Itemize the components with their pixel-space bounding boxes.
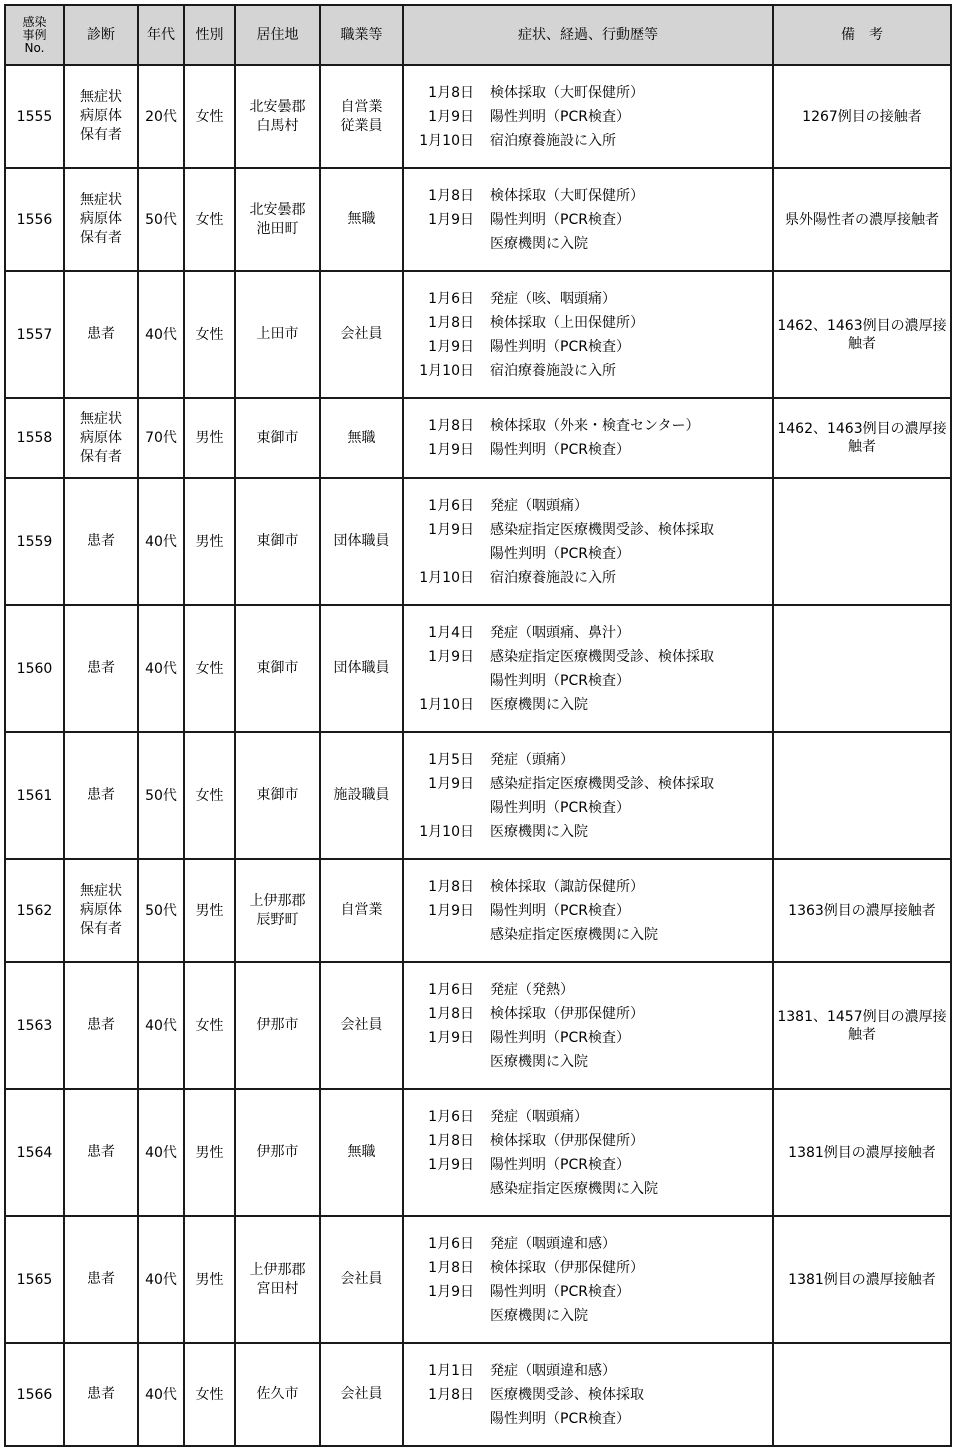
- residence-cell: [235, 65, 320, 168]
- table-row: [5, 168, 951, 271]
- event-text: 発症（咽頭痛、鼻汁）: [490, 624, 630, 641]
- case-no-cell: 1563: [5, 962, 64, 1089]
- diagnosis-cell: [64, 478, 138, 605]
- header-case-no: 感染 事例 No.: [5, 5, 64, 65]
- diagnosis-line: 保有者: [80, 230, 122, 246]
- diagnosis-cell: [64, 65, 138, 168]
- event-line: [404, 772, 772, 796]
- event-text: 検体採取（伊那保健所）: [490, 1005, 644, 1022]
- event-date: 1月9日: [428, 338, 474, 355]
- age-cell: 40代: [138, 478, 184, 605]
- event-text: 陽性判明（PCR検査）: [490, 108, 630, 125]
- diagnosis-line: 病原体: [80, 429, 122, 446]
- sex-cell: 女性: [184, 962, 235, 1089]
- header-row: [5, 5, 951, 65]
- diagnosis-line: 患者: [87, 1386, 115, 1402]
- event-date: 1月6日: [428, 290, 474, 307]
- occupation-line: 施設職員: [333, 787, 390, 803]
- event-date: 1月5日: [428, 751, 474, 768]
- remarks-cell: 1381、1457例目の濃厚接触者: [773, 962, 951, 1089]
- age-cell: 20代: [138, 65, 184, 168]
- event-line: [404, 566, 772, 590]
- sex-cell: 女性: [184, 168, 235, 271]
- event-text: 感染症指定医療機関受診、検体採取: [490, 521, 714, 538]
- event-text: 検体採取（大町保健所）: [490, 84, 644, 101]
- symptoms-cell: [403, 65, 773, 168]
- symptoms-cell: [403, 1089, 773, 1216]
- age-cell: 50代: [138, 732, 184, 859]
- symptoms-cell: [403, 859, 773, 962]
- occupation-line: 無職: [347, 211, 376, 227]
- event-line: [404, 1177, 772, 1201]
- remarks-cell: 1381例目の濃厚接触者: [773, 1089, 951, 1216]
- sex-cell: 男性: [184, 398, 235, 478]
- event-date: 1月8日: [428, 1005, 474, 1022]
- event-text: 検体採取（伊那保健所）: [490, 1132, 644, 1149]
- event-text: 検体採取（伊那保健所）: [490, 1259, 644, 1276]
- event-line: [404, 978, 772, 1002]
- event-text: 医療機関に入院: [490, 696, 588, 713]
- remarks-cell: 1462、1463例目の濃厚接触者: [773, 398, 951, 478]
- remarks-cell: 1267例目の接触者: [773, 65, 951, 168]
- case-no-cell: 1557: [5, 271, 64, 398]
- event-text: 医療機関受診、検体採取: [490, 1386, 644, 1403]
- case-no-cell: 1561: [5, 732, 64, 859]
- remarks-cell: 県外陽性者の濃厚接触者: [773, 168, 951, 271]
- symptoms-cell: [403, 732, 773, 859]
- event-date: 1月8日: [428, 1132, 474, 1149]
- table-row: [5, 962, 951, 1089]
- case-no-cell: 1556: [5, 168, 64, 271]
- occupation-cell: [320, 962, 403, 1089]
- header-residence: 居住地: [235, 5, 320, 65]
- event-line: [404, 875, 772, 899]
- event-date: 1月6日: [428, 1235, 474, 1252]
- event-text: 医療機関に入院: [490, 1053, 588, 1070]
- event-date: 1月8日: [428, 1386, 474, 1403]
- event-line: [404, 1002, 772, 1026]
- event-text: 発症（咽頭痛）: [490, 1108, 588, 1125]
- symptoms-cell: [403, 271, 773, 398]
- event-text: 陽性判明（PCR検査）: [490, 1156, 630, 1173]
- symptoms-cell: [403, 1343, 773, 1446]
- remarks-cell: [773, 478, 951, 605]
- event-text: 宿泊療養施設に入所: [490, 132, 616, 149]
- diagnosis-cell: [64, 859, 138, 962]
- occupation-line: 会社員: [340, 1386, 383, 1402]
- event-line: [404, 748, 772, 772]
- residence-cell: [235, 962, 320, 1089]
- age-cell: 40代: [138, 1216, 184, 1343]
- residence-line: 池田町: [256, 220, 299, 237]
- diagnosis-line: 無症状: [80, 883, 122, 899]
- residence-cell: [235, 168, 320, 271]
- event-text: 発症（発熱）: [490, 981, 574, 998]
- residence-cell: [235, 398, 320, 478]
- symptoms-cell: [403, 1216, 773, 1343]
- event-text: 陽性判明（PCR検査）: [490, 672, 630, 689]
- event-text: 発症（頭痛）: [490, 751, 574, 768]
- case-no-cell: 1566: [5, 1343, 64, 1446]
- residence-cell: [235, 732, 320, 859]
- diagnosis-cell: [64, 271, 138, 398]
- occupation-line: 会社員: [340, 1017, 383, 1033]
- table-row: [5, 1216, 951, 1343]
- remarks-cell: 1462、1463例目の濃厚接触者: [773, 271, 951, 398]
- event-text: 検体採取（上田保健所）: [490, 314, 644, 331]
- diagnosis-line: 患者: [87, 533, 115, 549]
- event-text: 感染症指定医療機関受診、検体採取: [490, 648, 714, 665]
- event-text: 検体採取（諏訪保健所）: [490, 878, 644, 895]
- event-line: [404, 669, 772, 693]
- age-cell: 70代: [138, 398, 184, 478]
- age-cell: 40代: [138, 1343, 184, 1446]
- event-line: [404, 1304, 772, 1328]
- diagnosis-line: 保有者: [80, 921, 122, 937]
- diagnosis-line: 患者: [87, 787, 115, 803]
- event-date: 1月8日: [428, 418, 474, 434]
- event-line: [404, 1105, 772, 1129]
- event-text: 発症（咽頭違和感）: [490, 1362, 616, 1379]
- event-line: [404, 621, 772, 645]
- event-text: 陽性判明（PCR検査）: [490, 338, 630, 355]
- event-date: 1月9日: [428, 1283, 474, 1300]
- table-row: [5, 605, 951, 732]
- occupation-cell: [320, 398, 403, 478]
- occupation-line: 無職: [347, 1144, 376, 1160]
- event-text: 感染症指定医療機関に入院: [490, 1180, 658, 1197]
- event-date: 1月9日: [428, 211, 474, 228]
- residence-line: 北安曇郡: [249, 98, 306, 115]
- sex-cell: 女性: [184, 271, 235, 398]
- header-age: 年代: [138, 5, 184, 65]
- event-date: 1月10日: [419, 696, 474, 713]
- residence-line: 上伊那郡: [249, 892, 306, 909]
- age-cell: 40代: [138, 605, 184, 732]
- event-line: [404, 518, 772, 542]
- age-cell: 40代: [138, 271, 184, 398]
- event-text: 医療機関に入院: [490, 235, 588, 252]
- diagnosis-line: 病原体: [80, 902, 122, 918]
- residence-cell: [235, 1089, 320, 1216]
- event-date: 1月9日: [428, 442, 474, 458]
- remarks-cell: [773, 1343, 951, 1446]
- event-line: [404, 129, 772, 153]
- event-date: 1月8日: [428, 314, 474, 331]
- diagnosis-cell: [64, 732, 138, 859]
- diagnosis-line: 保有者: [80, 448, 122, 465]
- residence-line: 東御市: [256, 660, 299, 676]
- event-line: [404, 494, 772, 518]
- diagnosis-cell: [64, 168, 138, 271]
- case-no-cell: 1564: [5, 1089, 64, 1216]
- event-line: [404, 287, 772, 311]
- event-line: [404, 438, 772, 462]
- diagnosis-cell: [64, 605, 138, 732]
- residence-line: 白馬村: [256, 117, 299, 134]
- residence-line: 東御市: [256, 429, 299, 446]
- age-cell: 40代: [138, 962, 184, 1089]
- diagnosis-line: 病原体: [80, 211, 122, 227]
- remarks-cell: [773, 605, 951, 732]
- event-text: 陽性判明（PCR検査）: [490, 902, 630, 919]
- event-line: [404, 693, 772, 717]
- diagnosis-line: 無症状: [80, 89, 122, 105]
- event-line: [404, 1256, 772, 1280]
- event-line: [404, 1129, 772, 1153]
- table-row: [5, 478, 951, 605]
- event-text: 感染症指定医療機関に入院: [490, 926, 658, 943]
- occupation-cell: [320, 65, 403, 168]
- event-date: 1月10日: [419, 569, 474, 586]
- event-text: 宿泊療養施設に入所: [490, 569, 616, 586]
- diagnosis-cell: [64, 398, 138, 478]
- event-text: 発症（咳、咽頭痛）: [490, 290, 616, 307]
- diagnosis-cell: [64, 1343, 138, 1446]
- occupation-line: 会社員: [340, 326, 383, 342]
- event-text: 宿泊療養施設に入所: [490, 362, 616, 379]
- residence-cell: [235, 1216, 320, 1343]
- symptoms-cell: [403, 168, 773, 271]
- table-row: [5, 1343, 951, 1446]
- sex-cell: 男性: [184, 1089, 235, 1216]
- case-no-cell: 1555: [5, 65, 64, 168]
- diagnosis-line: 患者: [87, 1017, 115, 1033]
- event-line: [404, 1407, 772, 1431]
- residence-cell: [235, 605, 320, 732]
- residence-line: 上伊那郡: [249, 1261, 306, 1278]
- event-date: 1月10日: [419, 132, 474, 149]
- event-line: [404, 1359, 772, 1383]
- event-text: 発症（咽頭違和感）: [490, 1235, 616, 1252]
- event-line: [404, 335, 772, 359]
- diagnosis-line: 保有者: [80, 127, 122, 143]
- case-table: [4, 4, 952, 1447]
- diagnosis-line: 無症状: [80, 410, 122, 427]
- table-row: [5, 398, 951, 478]
- diagnosis-cell: [64, 1089, 138, 1216]
- event-line: [404, 542, 772, 566]
- occupation-line: 団体職員: [333, 533, 390, 549]
- event-line: [404, 1280, 772, 1304]
- event-line: [404, 1050, 772, 1074]
- residence-line: 佐久市: [256, 1386, 299, 1402]
- event-date: 1月6日: [428, 981, 474, 998]
- sex-cell: 男性: [184, 859, 235, 962]
- event-text: 検体採取（外来・検査センター）: [490, 418, 700, 434]
- remarks-cell: 1363例目の濃厚接触者: [773, 859, 951, 962]
- sex-cell: 男性: [184, 478, 235, 605]
- diagnosis-line: 患者: [87, 1144, 115, 1160]
- symptoms-cell: [403, 398, 773, 478]
- case-table-body: [5, 65, 951, 1446]
- occupation-cell: [320, 1343, 403, 1446]
- sex-cell: 女性: [184, 65, 235, 168]
- table-row: [5, 732, 951, 859]
- event-date: 1月1日: [428, 1362, 474, 1379]
- event-date: 1月6日: [428, 497, 474, 514]
- table-row: [5, 1089, 951, 1216]
- event-date: 1月4日: [428, 624, 474, 641]
- occupation-line: 無職: [347, 429, 376, 446]
- occupation-line: 自営業: [340, 98, 383, 115]
- occupation-cell: [320, 1089, 403, 1216]
- occupation-cell: [320, 478, 403, 605]
- event-line: [404, 820, 772, 844]
- event-date: 1月9日: [428, 1156, 474, 1173]
- event-line: [404, 923, 772, 947]
- event-text: 陽性判明（PCR検査）: [490, 1029, 630, 1046]
- residence-line: 宮田村: [256, 1280, 299, 1297]
- age-cell: 50代: [138, 859, 184, 962]
- event-line: [404, 184, 772, 208]
- event-text: 陽性判明（PCR検査）: [490, 545, 630, 562]
- event-text: 陽性判明（PCR検査）: [490, 211, 630, 228]
- symptoms-cell: [403, 478, 773, 605]
- header-symptoms: 症状、経過、行動歴等: [403, 5, 773, 65]
- event-text: 発症（咽頭痛）: [490, 497, 588, 514]
- event-line: [404, 645, 772, 669]
- event-date: 1月9日: [428, 902, 474, 919]
- event-date: 1月8日: [428, 878, 474, 895]
- event-line: [404, 311, 772, 335]
- diagnosis-line: 病原体: [80, 108, 122, 124]
- event-text: 陽性判明（PCR検査）: [490, 442, 630, 458]
- event-line: [404, 1026, 772, 1050]
- residence-line: 辰野町: [256, 911, 299, 928]
- residence-line: 北安曇郡: [249, 201, 306, 218]
- remarks-cell: 1381例目の濃厚接触者: [773, 1216, 951, 1343]
- remarks-cell: [773, 732, 951, 859]
- diagnosis-cell: [64, 962, 138, 1089]
- event-line: [404, 81, 772, 105]
- event-line: [404, 414, 772, 438]
- event-date: 1月9日: [428, 775, 474, 792]
- residence-line: 東御市: [256, 787, 299, 803]
- diagnosis-line: 患者: [87, 326, 115, 342]
- residence-cell: [235, 478, 320, 605]
- header-remarks: 備 考: [773, 5, 951, 65]
- case-no-cell: 1562: [5, 859, 64, 962]
- event-text: 陽性判明（PCR検査）: [490, 799, 630, 816]
- case-no-cell: 1558: [5, 398, 64, 478]
- sex-cell: 女性: [184, 732, 235, 859]
- header-sex: 性別: [184, 5, 235, 65]
- residence-cell: [235, 1343, 320, 1446]
- event-date: 1月8日: [428, 84, 474, 101]
- table-row: [5, 271, 951, 398]
- event-line: [404, 232, 772, 256]
- event-text: 医療機関に入院: [490, 1307, 588, 1324]
- event-line: [404, 899, 772, 923]
- sex-cell: 男性: [184, 1216, 235, 1343]
- event-text: 検体採取（大町保健所）: [490, 187, 644, 204]
- event-date: 1月10日: [419, 362, 474, 379]
- event-date: 1月9日: [428, 648, 474, 665]
- occupation-line: 自営業: [340, 902, 383, 918]
- age-cell: 50代: [138, 168, 184, 271]
- residence-cell: [235, 271, 320, 398]
- residence-line: 上田市: [256, 326, 299, 342]
- event-date: 1月8日: [428, 187, 474, 204]
- event-date: 1月9日: [428, 108, 474, 125]
- event-text: 陽性判明（PCR検査）: [490, 1410, 630, 1427]
- residence-line: 東御市: [256, 533, 299, 549]
- diagnosis-line: 患者: [87, 1271, 115, 1287]
- event-date: 1月10日: [419, 823, 474, 840]
- event-text: 感染症指定医療機関受診、検体採取: [490, 775, 714, 792]
- diagnosis-cell: [64, 1216, 138, 1343]
- event-line: [404, 1153, 772, 1177]
- event-text: 医療機関に入院: [490, 823, 588, 840]
- event-date: 1月9日: [428, 521, 474, 538]
- header-diagnosis: 診断: [64, 5, 138, 65]
- residence-line: 伊那市: [256, 1017, 299, 1033]
- table-row: [5, 859, 951, 962]
- event-line: [404, 1232, 772, 1256]
- symptoms-cell: [403, 962, 773, 1089]
- occupation-cell: [320, 859, 403, 962]
- case-no-cell: 1559: [5, 478, 64, 605]
- sex-cell: 女性: [184, 1343, 235, 1446]
- event-date: 1月8日: [428, 1259, 474, 1276]
- event-line: [404, 208, 772, 232]
- event-line: [404, 105, 772, 129]
- table-row: [5, 65, 951, 168]
- occupation-line: 会社員: [340, 1271, 383, 1287]
- event-date: 1月9日: [428, 1029, 474, 1046]
- event-text: 陽性判明（PCR検査）: [490, 1283, 630, 1300]
- event-line: [404, 796, 772, 820]
- case-no-cell: 1560: [5, 605, 64, 732]
- event-line: [404, 359, 772, 383]
- occupation-cell: [320, 1216, 403, 1343]
- event-line: [404, 1383, 772, 1407]
- occupation-cell: [320, 732, 403, 859]
- case-no-cell: 1565: [5, 1216, 64, 1343]
- header-occupation: 職業等: [320, 5, 403, 65]
- age-cell: 40代: [138, 1089, 184, 1216]
- residence-cell: [235, 859, 320, 962]
- residence-line: 伊那市: [256, 1144, 299, 1160]
- occupation-cell: [320, 168, 403, 271]
- event-date: 1月6日: [428, 1108, 474, 1125]
- occupation-cell: [320, 605, 403, 732]
- symptoms-cell: [403, 605, 773, 732]
- sex-cell: 女性: [184, 605, 235, 732]
- occupation-line: 団体職員: [333, 660, 390, 676]
- diagnosis-line: 患者: [87, 660, 115, 676]
- diagnosis-line: 無症状: [80, 192, 122, 208]
- occupation-cell: [320, 271, 403, 398]
- occupation-line: 従業員: [340, 117, 383, 134]
